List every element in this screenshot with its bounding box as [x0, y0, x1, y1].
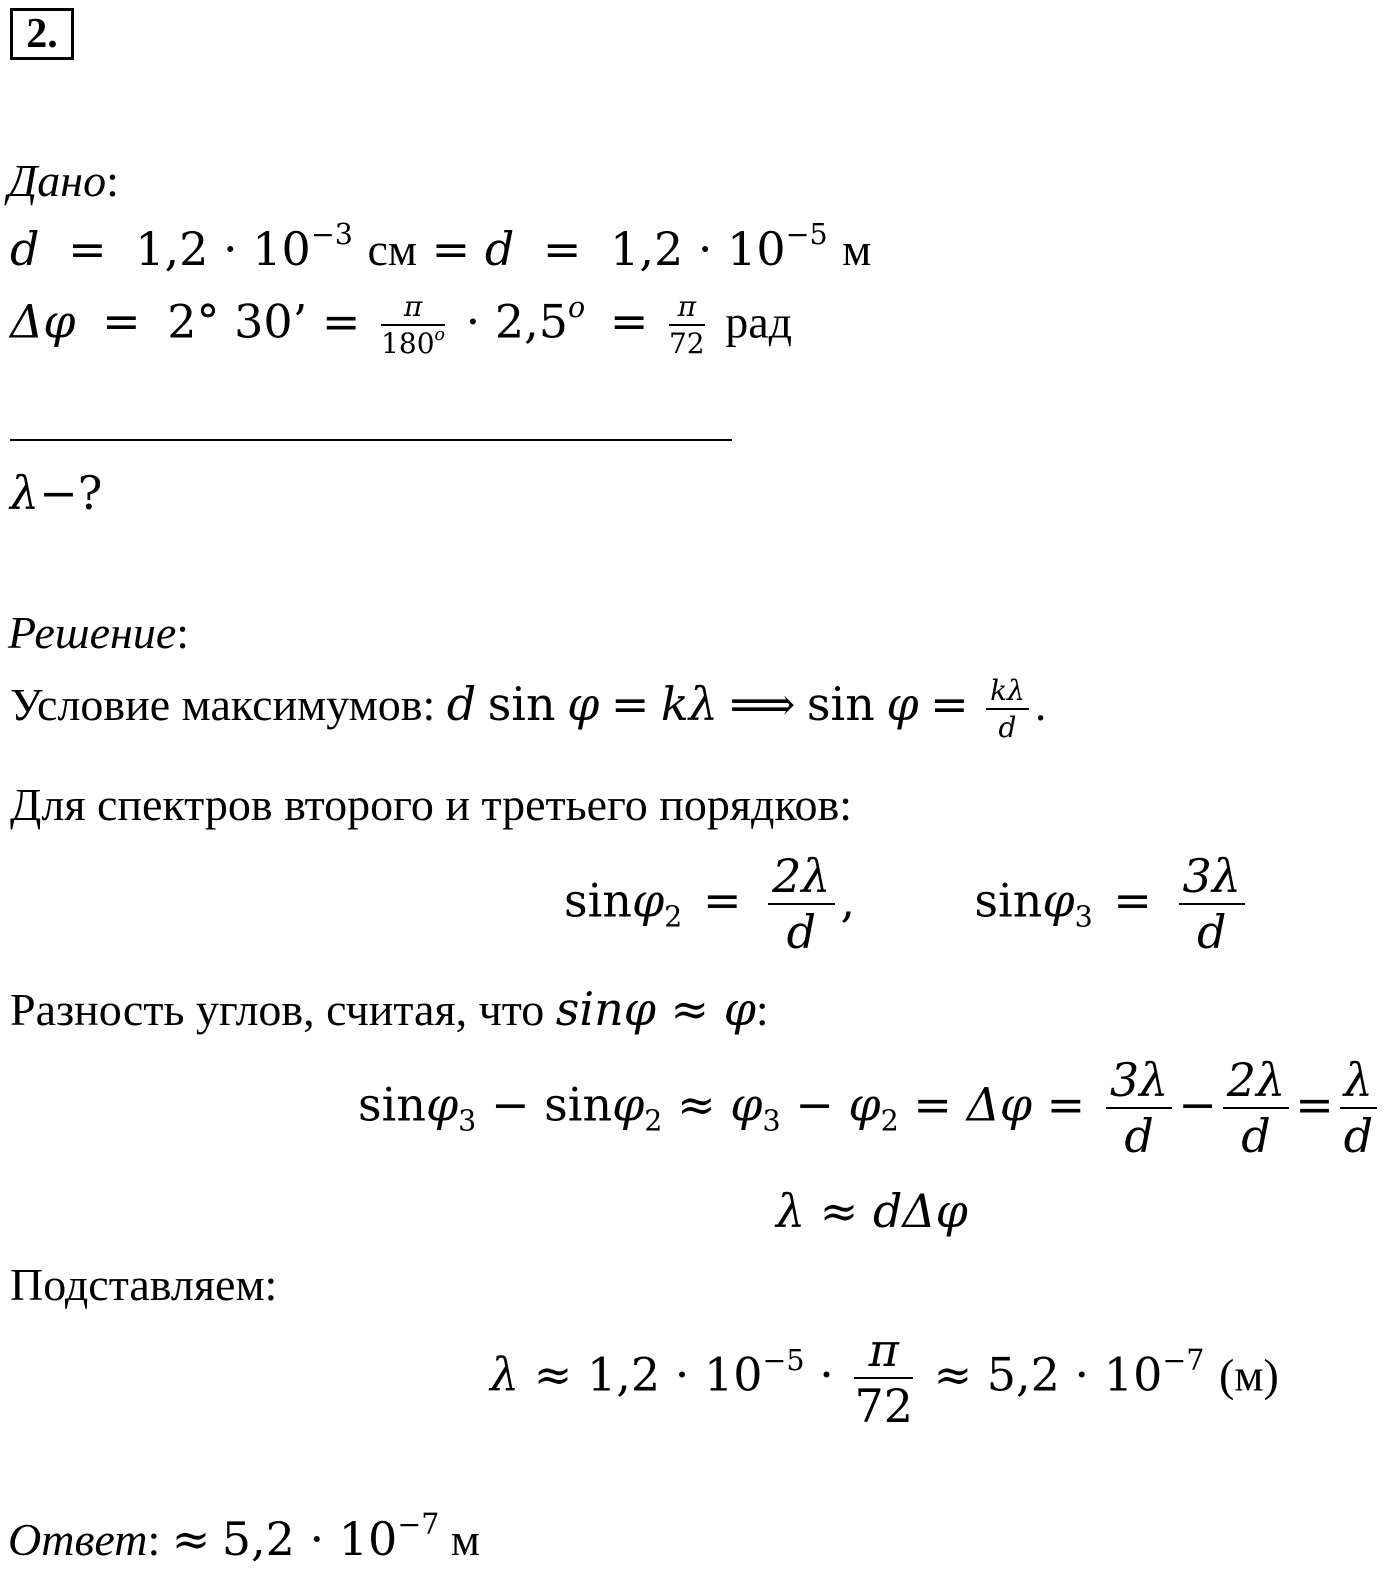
colon: : — [147, 1514, 161, 1565]
var-phi: φ — [730, 1077, 763, 1132]
approx: ≈ — [677, 1077, 716, 1132]
equals: = — [610, 676, 650, 731]
minus: − — [490, 1077, 530, 1132]
substitution-equation — [490, 1323, 1279, 1434]
fraction-pi-72 — [669, 292, 705, 359]
subscript: 2 — [644, 1104, 663, 1138]
colon: : — [755, 984, 769, 1035]
fraction-numerator: kλ — [986, 676, 1029, 710]
problem-number: 2. — [10, 8, 74, 60]
degree-sup: o — [568, 290, 586, 324]
equals: = — [1113, 873, 1152, 928]
answer-heading: Ответ — [8, 1514, 148, 1565]
given-d-line — [10, 218, 872, 276]
fraction-denominator: d — [1124, 1109, 1154, 1164]
degree-sup: o — [434, 325, 445, 346]
fraction-denominator: d — [1241, 1109, 1271, 1164]
approximation-expr: sinφ ≈ φ — [555, 982, 756, 1036]
unit-rad: рад — [725, 296, 793, 348]
var-phi: φ — [631, 873, 665, 928]
multiply: · — [819, 1347, 834, 1402]
value-d-m: 1,2 · 10 — [610, 222, 786, 276]
fraction-numerator: π — [381, 292, 445, 326]
given-heading-text: Дано — [8, 155, 107, 206]
sin-fn: sin — [358, 1077, 426, 1132]
equals: = — [1046, 1077, 1086, 1132]
fraction-2lambda-d — [1223, 1053, 1289, 1164]
multiplier: · 2,5 — [465, 294, 569, 349]
var-phi: φ — [1042, 873, 1075, 928]
sin-fn: sin — [974, 873, 1043, 928]
angle-value: 2° 30’ — [167, 294, 308, 349]
max-condition-label: Условие максимумов: — [10, 678, 436, 730]
var-d: d — [484, 222, 515, 276]
var-phi: φ — [567, 676, 600, 731]
subscript: 3 — [762, 1104, 781, 1138]
answer-line — [8, 1508, 480, 1566]
equals: = — [68, 222, 107, 276]
subscript: 3 — [1074, 900, 1093, 934]
sin-fn: sin — [806, 676, 875, 731]
fraction-denominator: 72 — [854, 1379, 913, 1434]
var-phi: φ — [425, 1077, 459, 1132]
fraction-denominator: d — [1343, 1109, 1374, 1164]
equals: = — [321, 294, 361, 349]
numerator-text: 2λ — [772, 849, 831, 903]
value: 5,2 · 10 — [986, 1347, 1163, 1402]
unit-m: м — [842, 224, 872, 275]
fraction-denominator: 72 — [668, 327, 705, 361]
fraction-denominator: d — [998, 711, 1017, 745]
var-d: d — [446, 676, 477, 731]
lambda-equation: λ ≈ dΔφ — [776, 1184, 968, 1238]
implies-arrow: ⟹ — [729, 676, 796, 731]
given-phi-line — [10, 292, 792, 359]
var-phi: φ — [848, 1077, 881, 1132]
unit: (м) — [1219, 1349, 1279, 1401]
fraction-3lambda-d — [1106, 1053, 1172, 1164]
spectra-equations — [564, 849, 1251, 960]
var-phi: φ — [886, 676, 919, 731]
given-separator — [10, 439, 732, 441]
equals: = — [1295, 1077, 1334, 1132]
var-lambda: λ — [10, 466, 40, 520]
fraction-denominator: d — [1197, 905, 1227, 960]
fraction-pi-180 — [381, 292, 445, 359]
fraction-k-lambda-d — [986, 676, 1029, 743]
fraction-denominator: 180 — [381, 327, 435, 361]
exponent: −7 — [1162, 1343, 1205, 1377]
solution-heading-text: Решение — [8, 607, 177, 658]
fraction-numerator: π — [854, 1326, 913, 1379]
unit: м — [450, 1514, 480, 1565]
k-lambda: kλ — [660, 676, 718, 731]
minus: − — [795, 1077, 834, 1132]
spectra-label: Для спектров второго и третьего порядков: — [10, 779, 852, 830]
difference-label-text: Разность углов, считая, что — [10, 984, 545, 1035]
difference-equation — [358, 1053, 1383, 1164]
equals: = — [609, 294, 649, 349]
var-phi: φ — [612, 1077, 645, 1132]
substitute-label: Подставляем: — [10, 1259, 278, 1310]
approx: ≈ — [533, 1347, 573, 1402]
answer-value: 5,2 · 10 — [221, 1512, 398, 1566]
minus: − — [1178, 1077, 1217, 1132]
period: . — [1034, 678, 1047, 730]
comma: , — [840, 873, 856, 928]
fraction-denominator: d — [786, 905, 817, 960]
var-lambda: λ — [490, 1347, 520, 1402]
equals: = — [542, 222, 582, 276]
question: −? — [39, 466, 103, 520]
fraction-2lambda-d — [768, 849, 834, 960]
fraction-numerator — [768, 849, 834, 905]
equals: = — [913, 1077, 952, 1132]
var-d: d — [10, 222, 40, 276]
fraction-3lambda-d — [1179, 849, 1245, 960]
exponent: −3 — [310, 218, 353, 252]
var-delta-phi: Δφ — [966, 1077, 1033, 1132]
difference-label — [10, 982, 769, 1036]
given-heading: Дано: — [8, 155, 119, 206]
find-line — [10, 466, 103, 520]
sin-fn: sin — [487, 676, 556, 731]
solution-heading: Решение: — [8, 607, 190, 658]
fraction-numerator: 3λ — [1106, 1056, 1172, 1109]
fraction-lambda-d — [1340, 1053, 1377, 1164]
exponent: −5 — [785, 218, 828, 252]
fraction-numerator: 3λ — [1179, 852, 1245, 905]
exponent: −5 — [762, 1343, 805, 1377]
sin-fn: sin — [564, 873, 632, 928]
equals: = — [702, 873, 742, 928]
approx: ≈ — [933, 1347, 973, 1402]
unit-cm: см — [367, 224, 418, 275]
approx: ≈ — [171, 1512, 211, 1566]
value: 1,2 · 10 — [586, 1347, 763, 1402]
sin-fn: sin — [544, 1077, 613, 1132]
max-condition-line — [10, 676, 1046, 743]
subscript: 2 — [664, 900, 683, 934]
equals: = — [102, 294, 141, 349]
fraction-numerator: λ — [1340, 1056, 1377, 1109]
fraction-numerator: π — [669, 292, 705, 326]
var-delta-phi: Δφ — [10, 294, 76, 349]
subscript: 2 — [880, 1104, 899, 1138]
subscript: 3 — [458, 1104, 477, 1138]
fraction-numerator: 2λ — [1223, 1056, 1289, 1109]
value-d-cm: 1,2 · 10 — [135, 222, 311, 276]
equals: = — [431, 222, 471, 276]
fraction-pi-72 — [854, 1323, 913, 1434]
equals: = — [930, 676, 969, 731]
exponent: −7 — [397, 1508, 440, 1542]
